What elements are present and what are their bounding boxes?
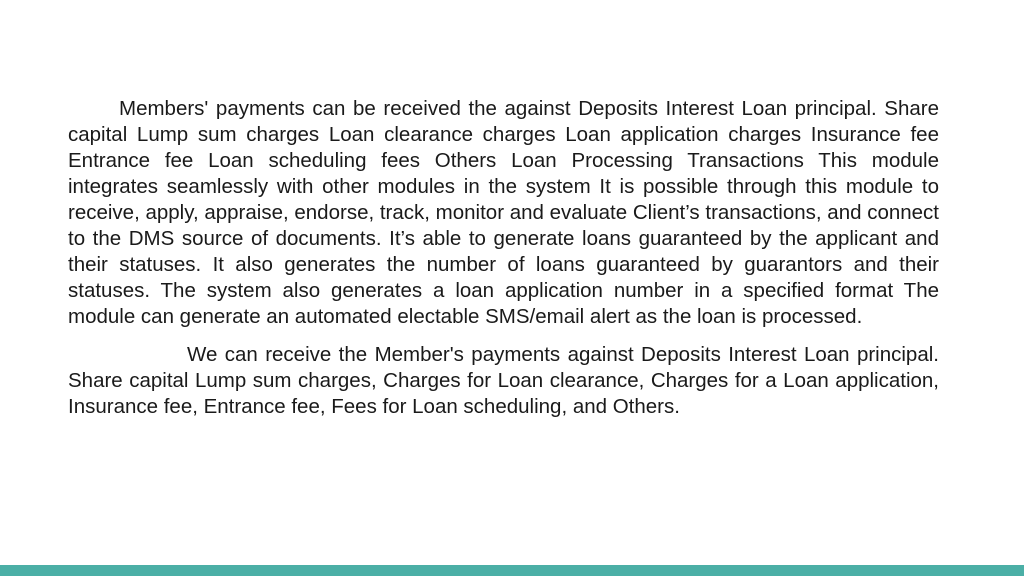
body-paragraph-1: Members' payments can be received the against Deposits Interest Loan principal. Share capital Lump sum charges Loan clearance charges Loan application charges Insurance fee Entrance fee Loan scheduling fees Others Loan Processing Transactions This module integrates seamlessly with other modules in the system It is possible through this module to receive, apply, appraise, endorse, track, monitor and evaluate Client’s transactions, and connect to the DMS source of documents. It’s able to generate loans guaranteed by the applicant and their statuses. It also generates the number of loans guaranteed by guarantors and their statuses. The system also generates a loan application number in a specified format The module can generate an automated electable SMS/email alert as the loan is processed. [68, 97, 939, 328]
slide-body [68, 96, 939, 420]
accent-bar [0, 565, 1024, 576]
body-paragraph-2: We can receive the Member's payments against Deposits Interest Loan principal. Share capital Lump sum charges, Charges for Loan clearance, Charges for a Loan application, Insurance fee, Entrance fee, Fees for Loan scheduling, and Others. [68, 343, 939, 418]
